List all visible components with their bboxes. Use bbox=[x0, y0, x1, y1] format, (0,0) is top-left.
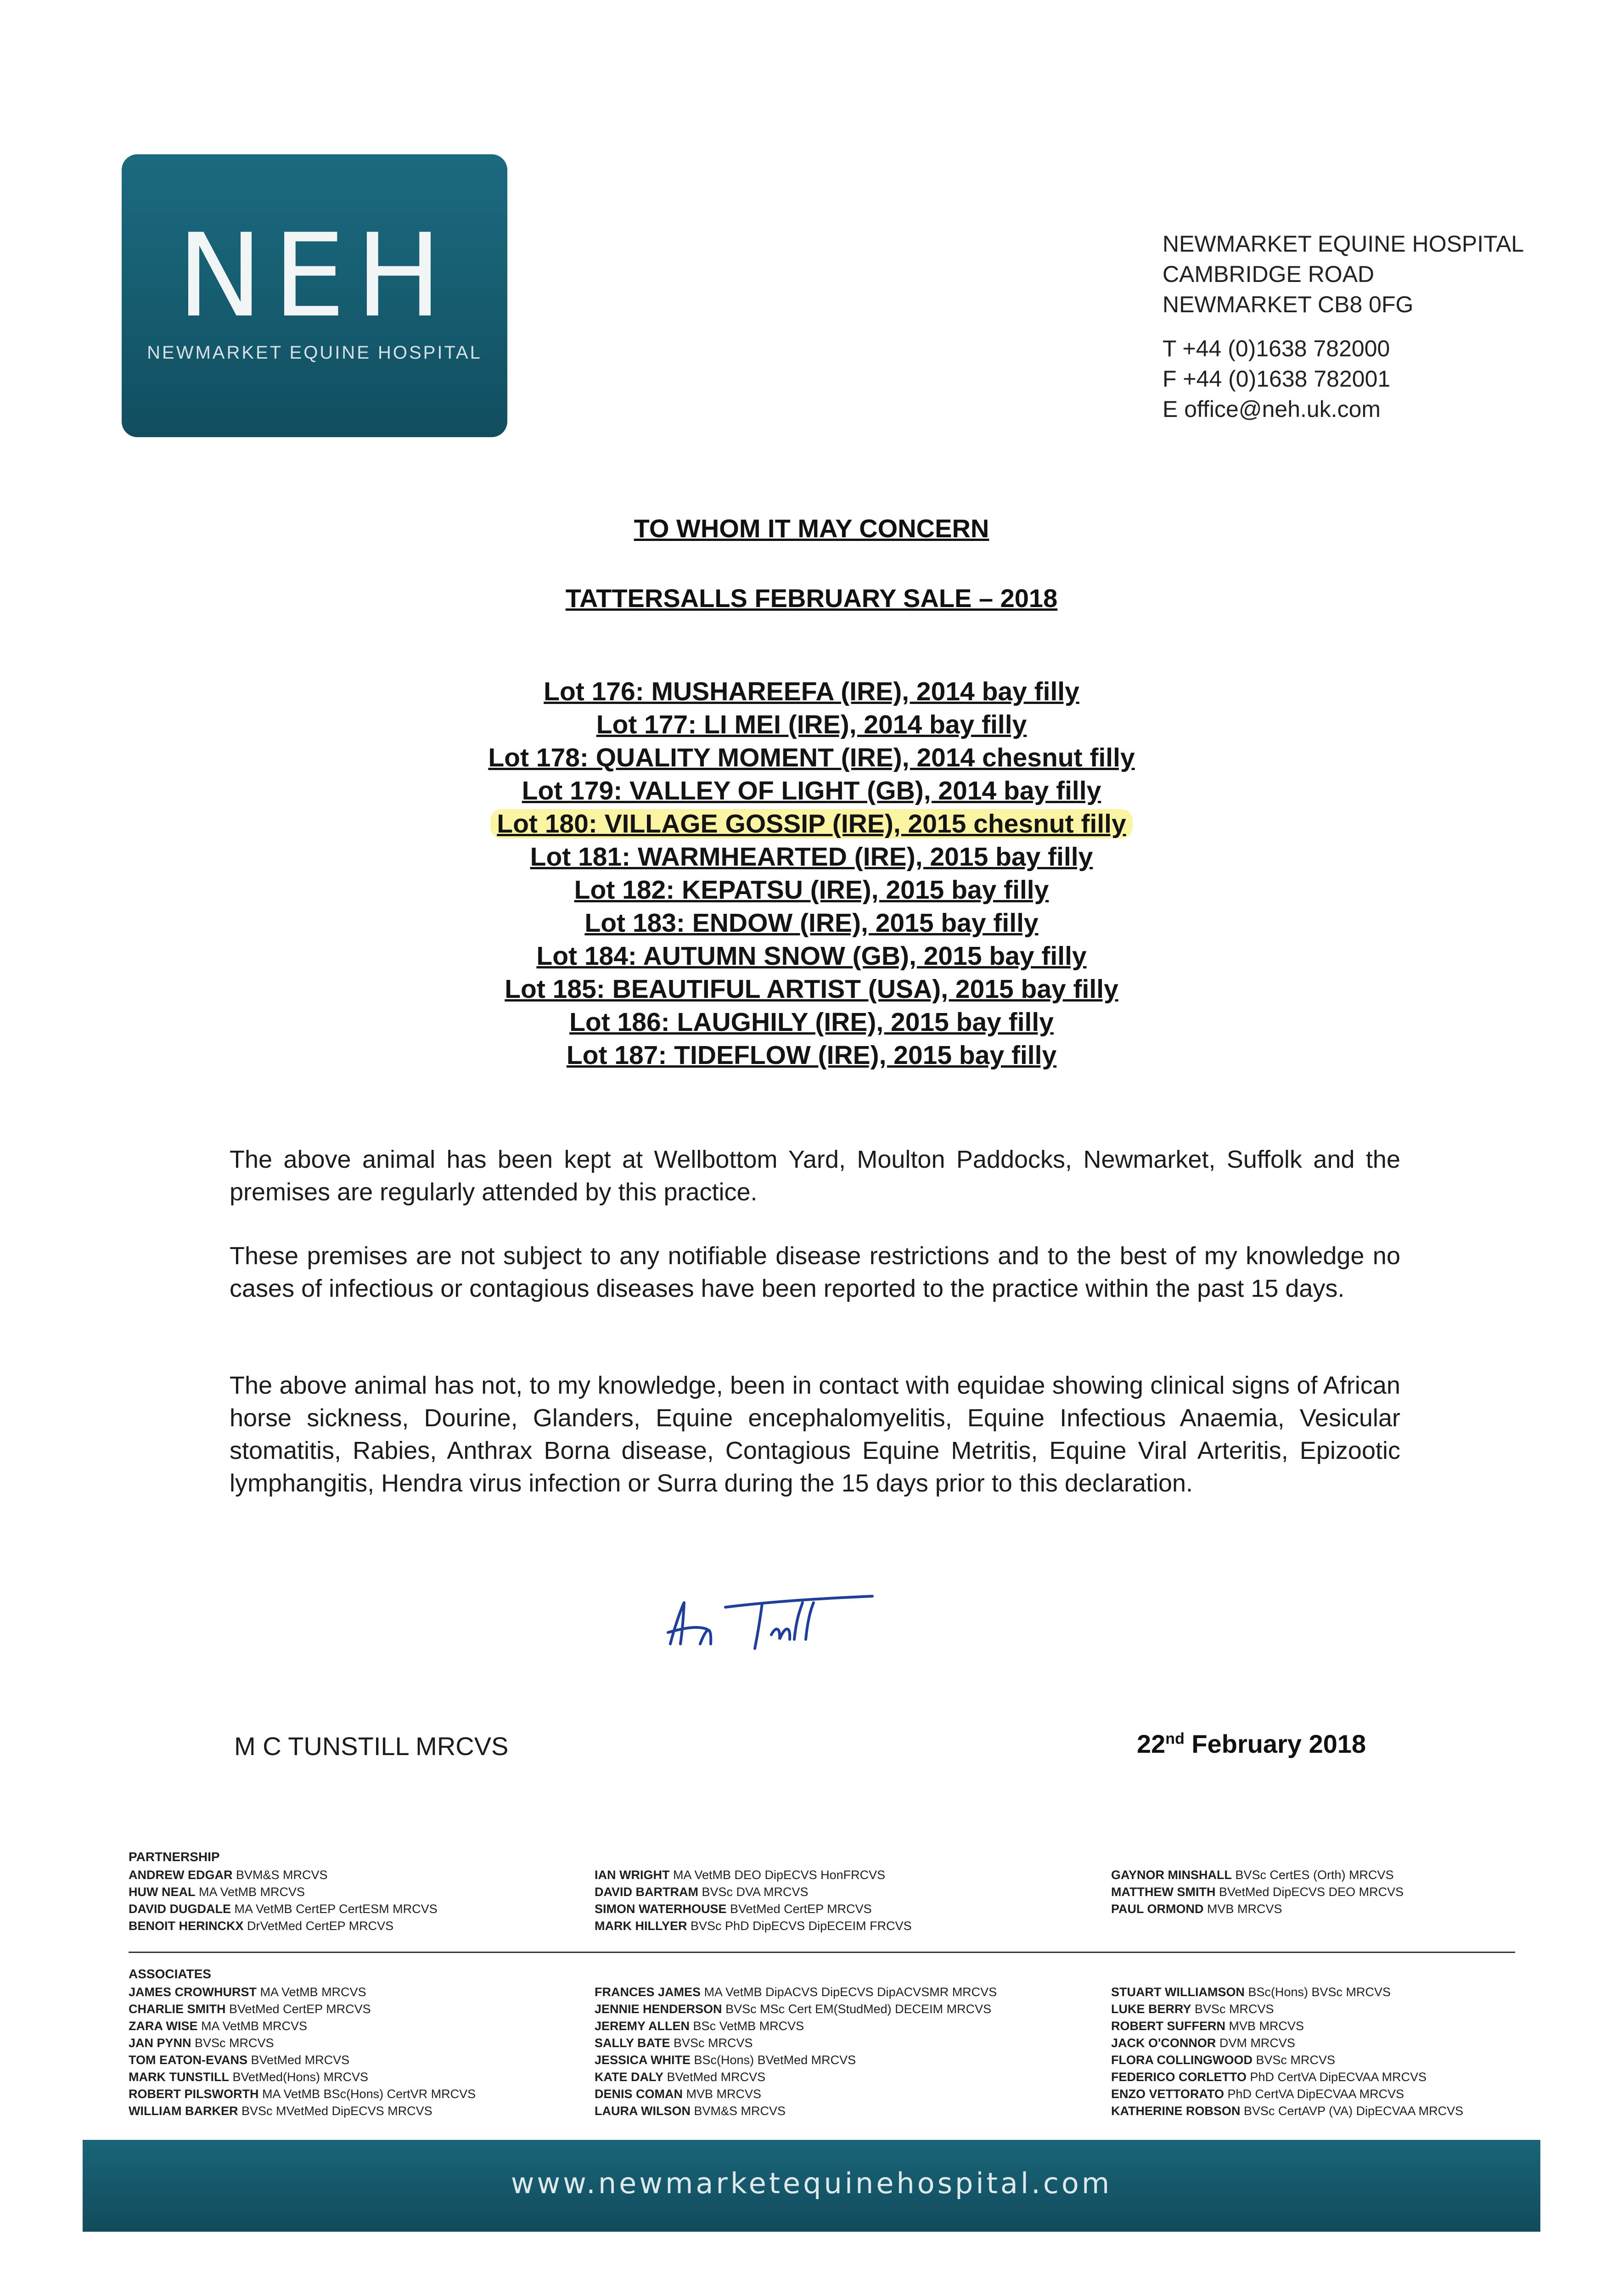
staff-entry: SIMON WATERHOUSE BVetMed CertEP MRCVS bbox=[595, 1902, 872, 1916]
staff-entry: STUART WILLIAMSON BSc(Hons) BVSc MRCVS bbox=[1111, 1985, 1391, 1999]
staff-entry: FEDERICO CORLETTO PhD CertVA DipECVAA MRCVS bbox=[1111, 2070, 1427, 2084]
partnership-col-2 bbox=[595, 1867, 912, 1935]
staff-entry: JAN PYNN BVSc MRCVS bbox=[129, 2036, 274, 2050]
hospital-logo bbox=[122, 154, 507, 437]
section-divider bbox=[129, 1952, 1515, 1953]
staff-entry: IAN WRIGHT MA VetMB DEO DipECVS HonFRCVS bbox=[595, 1868, 886, 1882]
staff-entry: MARK TUNSTILL BVetMed(Hons) MRCVS bbox=[129, 2070, 369, 2084]
staff-entry: ROBERT SUFFERN MVB MRCVS bbox=[1111, 2019, 1304, 2033]
staff-entry: GAYNOR MINSHALL BVSc CertES (Orth) MRCVS bbox=[1111, 1868, 1394, 1882]
letter-date: 22nd February 2018 bbox=[1137, 1729, 1366, 1758]
heading-sale: TATTERSALLS FEBRUARY SALE – 2018 bbox=[565, 584, 1058, 613]
lot-183: Lot 183: ENDOW (IRE), 2015 bay filly bbox=[584, 908, 1039, 938]
address-email: E office@neh.uk.com bbox=[1162, 396, 1381, 422]
staff-entry: TOM EATON-EVANS BVetMed MRCVS bbox=[129, 2053, 350, 2067]
footer-banner bbox=[83, 2140, 1540, 2232]
logo-subtitle: NEWMARKET EQUINE HOSPITAL bbox=[147, 343, 482, 363]
partnership-section bbox=[129, 1848, 1515, 1949]
footer-website: www.newmarketequinehospital.com bbox=[511, 2167, 1112, 2200]
staff-entry: JENNIE HENDERSON BVSc MSc Cert EM(StudMed) DECEIM MRCVS bbox=[595, 2002, 992, 2016]
lot-179: Lot 179: VALLEY OF LIGHT (GB), 2014 bay filly bbox=[522, 776, 1101, 805]
staff-entry: FRANCES JAMES MA VetMB DipACVS DipECVS DipACVSMR MRCVS bbox=[595, 1985, 997, 1999]
staff-entry: BENOIT HERINCKX DrVetMed CertEP MRCVS bbox=[129, 1919, 394, 1933]
lot-184: Lot 184: AUTUMN SNOW (GB), 2015 bay filly bbox=[536, 941, 1087, 971]
staff-entry: MARK HILLYER BVSc PhD DipECVS DipECEIM FRCVS bbox=[595, 1919, 912, 1933]
paragraph-contact: The above animal has not, to my knowledge, been in contact with equidae showing clinical signs of African horse sickness, Dourine, Glanders, Equine encephalomyelitis, Equine Infectious Anaemia, Vesicular stomatitis, Rabies, Anthrax Borna disease, Contagious Equine Metritis, Equine Viral Arteritis, Epizootic lymphangitis, Hendra virus infection or Surra during the 15 days prior to this declaration. bbox=[230, 1372, 1400, 1497]
staff-entry: LAURA WILSON BVM&S MRCVS bbox=[595, 2104, 786, 2118]
associates-col-3 bbox=[1111, 1984, 1463, 2120]
associates-title: ASSOCIATES bbox=[129, 1967, 211, 1981]
partnership-title: PARTNERSHIP bbox=[129, 1850, 220, 1864]
paragraph-premises: The above animal has been kept at Wellbottom Yard, Moulton Paddocks, Newmarket, Suffolk and the premises are regularly attended by this practice. bbox=[230, 1146, 1400, 1206]
address-name: NEWMARKET EQUINE HOSPITAL bbox=[1162, 231, 1524, 257]
lot-177: Lot 177: LI MEI (IRE), 2014 bay filly bbox=[596, 710, 1027, 739]
staff-entry: DAVID BARTRAM BVSc DVA MRCVS bbox=[595, 1885, 809, 1899]
lot-181: Lot 181: WARMHEARTED (IRE), 2015 bay filly bbox=[530, 842, 1093, 872]
handwritten-signature bbox=[657, 1575, 877, 1667]
staff-entry: JEREMY ALLEN BSc VetMB MRCVS bbox=[595, 2019, 804, 2033]
staff-entry: ZARA WISE MA VetMB MRCVS bbox=[129, 2019, 308, 2033]
staff-entry: LUKE BERRY BVSc MRCVS bbox=[1111, 2002, 1274, 2016]
address-town: NEWMARKET CB8 0FG bbox=[1162, 292, 1414, 317]
address-fax: F +44 (0)1638 782001 bbox=[1162, 366, 1391, 392]
lot-176: Lot 176: MUSHAREEFA (IRE), 2014 bay filly bbox=[544, 677, 1079, 706]
staff-entry: WILLIAM BARKER BVSc MVetMed DipECVS MRCVS bbox=[129, 2104, 432, 2118]
signatory-name: M C TUNSTILL MRCVS bbox=[234, 1732, 509, 1761]
partnership-col-1 bbox=[129, 1867, 438, 1935]
hospital-address bbox=[1162, 229, 1539, 424]
associates-col-1 bbox=[129, 1984, 476, 2120]
lot-187: Lot 187: TIDEFLOW (IRE), 2015 bay filly bbox=[566, 1041, 1057, 1070]
partnership-col-3 bbox=[1111, 1867, 1404, 1918]
heading-to-whom: TO WHOM IT MAY CONCERN bbox=[634, 514, 989, 543]
staff-entry: DENIS COMAN MVB MRCVS bbox=[595, 2087, 762, 2101]
staff-entry: SALLY BATE BVSc MRCVS bbox=[595, 2036, 753, 2050]
associates-col-2 bbox=[595, 1984, 997, 2120]
associates-section bbox=[129, 1965, 1515, 2131]
lot-185: Lot 185: BEAUTIFUL ARTIST (USA), 2015 bay filly bbox=[505, 974, 1118, 1004]
staff-entry: DAVID DUGDALE MA VetMB CertEP CertESM MRCVS bbox=[129, 1902, 438, 1916]
staff-entry: FLORA COLLINGWOOD BVSc MRCVS bbox=[1111, 2053, 1336, 2067]
staff-entry: JAMES CROWHURST MA VetMB MRCVS bbox=[129, 1985, 366, 1999]
logo-mark: NEH bbox=[177, 209, 452, 343]
staff-entry: ANDREW EDGAR BVM&S MRCVS bbox=[129, 1868, 328, 1882]
lot-180-highlighted: Lot 180: VILLAGE GOSSIP (IRE), 2015 chesnut filly bbox=[0, 807, 1623, 840]
staff-entry: ROBERT PILSWORTH MA VetMB BSc(Hons) CertVR MRCVS bbox=[129, 2087, 476, 2101]
staff-entry: KATHERINE ROBSON BVSc CertAVP (VA) DipECVAA MRCVS bbox=[1111, 2104, 1464, 2118]
address-phone: T +44 (0)1638 782000 bbox=[1162, 336, 1390, 361]
staff-entry: JACK O'CONNOR DVM MRCVS bbox=[1111, 2036, 1295, 2050]
staff-entry: ENZO VETTORATO PhD CertVA DipECVAA MRCVS bbox=[1111, 2087, 1404, 2101]
staff-entry: PAUL ORMOND MVB MRCVS bbox=[1111, 1902, 1282, 1916]
staff-entry: MATTHEW SMITH BVetMed DipECVS DEO MRCVS bbox=[1111, 1885, 1404, 1899]
lot-178: Lot 178: QUALITY MOMENT (IRE), 2014 chesnut filly bbox=[488, 743, 1135, 772]
lot-182: Lot 182: KEPATSU (IRE), 2015 bay filly bbox=[574, 875, 1049, 905]
staff-entry: JESSICA WHITE BSc(Hons) BVetMed MRCVS bbox=[595, 2053, 856, 2067]
staff-entry: KATE DALY BVetMed MRCVS bbox=[595, 2070, 766, 2084]
paragraph-restrictions: These premises are not subject to any notifiable disease restrictions and to the best of my knowledge no cases of infectious or contagious diseases have been reported to the practice within the past 15 days. bbox=[230, 1242, 1400, 1302]
staff-entry: HUW NEAL MA VetMB MRCVS bbox=[129, 1885, 305, 1899]
address-road: CAMBRIDGE ROAD bbox=[1162, 261, 1375, 287]
staff-entry: CHARLIE SMITH BVetMed CertEP MRCVS bbox=[129, 2002, 371, 2016]
lot-186: Lot 186: LAUGHILY (IRE), 2015 bay filly bbox=[569, 1007, 1054, 1037]
lot-list bbox=[0, 675, 1623, 1072]
